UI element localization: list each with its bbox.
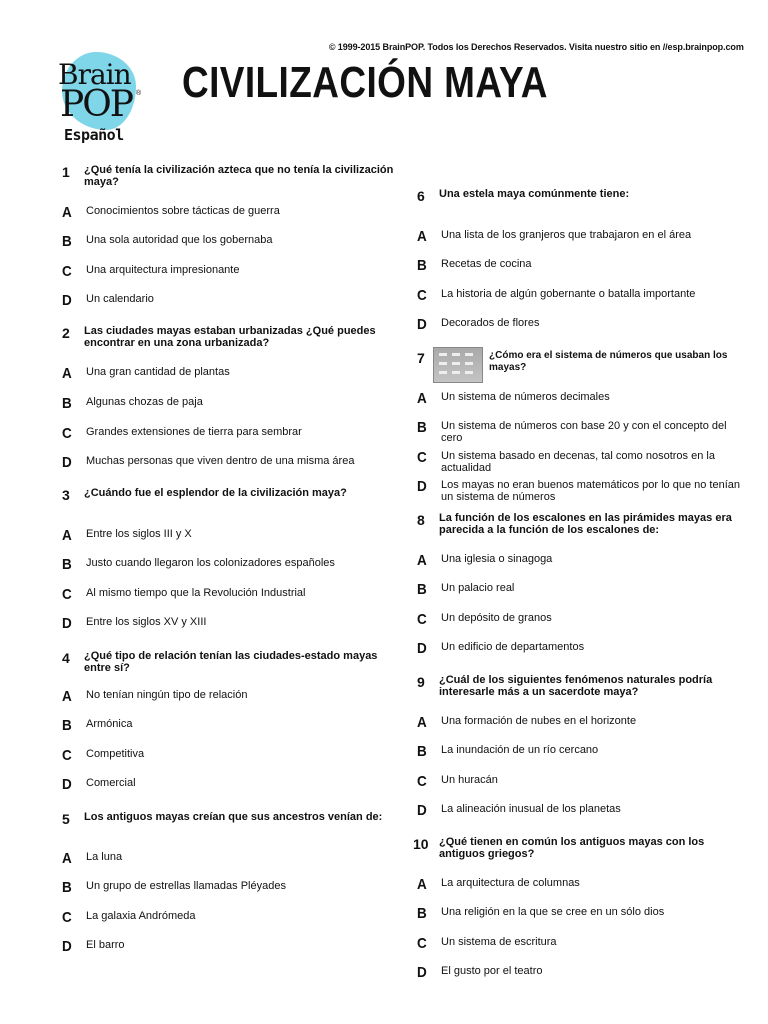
- option-letter: C: [62, 909, 72, 926]
- option-letter: C: [417, 611, 427, 628]
- option-letter: C: [417, 773, 427, 790]
- option-text: Un sistema de números decimales: [441, 391, 610, 403]
- option-letter: A: [62, 527, 72, 544]
- option-letter: B: [417, 257, 427, 274]
- option-letter: C: [417, 449, 427, 466]
- question-number: 5: [62, 811, 70, 827]
- option-text: Una lista de los granjeros que trabajaron en el área: [441, 229, 692, 241]
- option-letter: C: [62, 425, 72, 442]
- option-letter: C: [62, 263, 72, 280]
- option-text: El gusto por el teatro: [441, 965, 543, 977]
- option-text: Un edificio de departamentos: [441, 641, 585, 653]
- option-letter: D: [417, 316, 427, 333]
- option-text: Algunas chozas de paja: [86, 396, 203, 408]
- option-text: Un calendario: [86, 293, 154, 305]
- option-text: Recetas de cocina: [441, 258, 532, 270]
- option-letter: A: [417, 390, 427, 407]
- question-text: ¿Cuál de los siguientes fenómenos naturales podría interesarle más a un sacerdote maya?: [439, 674, 713, 698]
- option-letter: A: [417, 228, 427, 245]
- question-number: 7: [417, 350, 425, 366]
- option-text: Armónica: [86, 718, 133, 730]
- option-text: Competitiva: [86, 748, 145, 760]
- question-number: 2: [62, 325, 70, 341]
- question-text: La función de los escalones en las pirámides mayas era parecida a la función de los escalones de:: [439, 512, 732, 536]
- option-text: Un sistema de números con base 20 y con el concepto del cero: [441, 420, 727, 444]
- option-letter: D: [417, 640, 427, 657]
- maya-numerals-image-icon: [433, 347, 483, 383]
- option-text: Entre los siglos III y X: [86, 528, 192, 540]
- question-text: Una estela maya comúnmente tiene:: [439, 188, 630, 200]
- option-letter: C: [62, 747, 72, 764]
- option-text: Una sola autoridad que los gobernaba: [86, 234, 273, 246]
- question-number: 1: [62, 164, 70, 180]
- option-letter: A: [62, 850, 72, 867]
- option-text: Los mayas no eran buenos matemáticos por lo que no tenían un sistema de números: [441, 479, 741, 503]
- copyright-notice: © 1999-2015 BrainPOP. Todos los Derechos Reservados. Visita nuestro sitio en //esp.brainpop.com: [329, 42, 744, 53]
- option-text: Un depósito de granos: [441, 612, 552, 624]
- option-letter: D: [62, 776, 72, 793]
- option-text: No tenían ningún tipo de relación: [86, 689, 248, 701]
- question-text: ¿Cuándo fue el esplendor de la civilización maya?: [84, 487, 347, 499]
- option-text: Una iglesia o sinagoga: [441, 553, 553, 565]
- logo-espanol-text: Español: [64, 126, 124, 144]
- question-text: ¿Qué tipo de relación tenían las ciudades-estado mayas entre sí?: [84, 650, 378, 674]
- option-letter: A: [62, 365, 72, 382]
- option-letter: D: [62, 454, 72, 471]
- option-text: Una religión en la que se cree en un sólo dios: [441, 906, 665, 918]
- option-letter: D: [417, 478, 427, 495]
- question-number: 10: [413, 836, 429, 852]
- option-text: Decorados de flores: [441, 317, 540, 329]
- question-number: 8: [417, 512, 425, 528]
- option-text: Un sistema de escritura: [441, 936, 557, 948]
- option-letter: C: [417, 935, 427, 952]
- option-letter: D: [62, 292, 72, 309]
- option-letter: B: [62, 233, 72, 250]
- option-letter: B: [62, 879, 72, 896]
- option-text: Una arquitectura impresionante: [86, 264, 240, 276]
- option-text: Una formación de nubes en el horizonte: [441, 715, 637, 727]
- option-letter: B: [417, 905, 427, 922]
- option-letter: B: [417, 581, 427, 598]
- option-text: Grandes extensiones de tierra para sembrar: [86, 426, 302, 438]
- question-text: Los antiguos mayas creían que sus ancestros venían de:: [84, 811, 383, 823]
- option-text: Un sistema basado en decenas, tal como nosotros en la actualidad: [441, 450, 715, 474]
- option-text: Conocimientos sobre tácticas de guerra: [86, 205, 280, 217]
- option-letter: A: [417, 552, 427, 569]
- option-text: Entre los siglos XV y XIII: [86, 616, 207, 628]
- option-letter: D: [62, 615, 72, 632]
- brainpop-espanol-logo: [56, 50, 148, 146]
- option-letter: D: [62, 938, 72, 955]
- question-number: 9: [417, 674, 425, 690]
- question-number: 3: [62, 487, 70, 503]
- question-text: ¿Qué tenía la civilización azteca que no tenía la civilización maya?: [84, 164, 394, 188]
- option-text: Un palacio real: [441, 582, 515, 594]
- option-letter: B: [62, 395, 72, 412]
- option-text: Al mismo tiempo que la Revolución Industrial: [86, 587, 306, 599]
- page-title: CIVILIZACIÓN MAYA: [182, 58, 548, 107]
- logo-brain-text: Brain: [58, 58, 131, 91]
- option-letter: A: [62, 688, 72, 705]
- option-text: Muchas personas que viven dentro de una misma área: [86, 455, 355, 467]
- option-text: Un huracán: [441, 774, 498, 786]
- option-text: Una gran cantidad de plantas: [86, 366, 230, 378]
- option-text: La galaxia Andrómeda: [86, 910, 196, 922]
- option-text: La historia de algún gobernante o batalla importante: [441, 288, 696, 300]
- option-letter: B: [62, 717, 72, 734]
- question-number: 4: [62, 650, 70, 666]
- question-number: 6: [417, 188, 425, 204]
- option-letter: A: [417, 876, 427, 893]
- option-text: La inundación de un río cercano: [441, 744, 599, 756]
- option-text: Un grupo de estrellas llamadas Pléyades: [86, 880, 286, 892]
- option-letter: B: [62, 556, 72, 573]
- logo-pop-text: POP: [60, 84, 132, 125]
- option-letter: A: [417, 714, 427, 731]
- option-letter: D: [417, 964, 427, 981]
- question-text: ¿Cómo era el sistema de números que usaban los mayas?: [489, 350, 728, 373]
- option-text: Comercial: [86, 777, 136, 789]
- option-letter: C: [62, 586, 72, 603]
- option-text: La alineación inusual de los planetas: [441, 803, 621, 815]
- option-letter: B: [417, 419, 427, 436]
- option-letter: B: [417, 743, 427, 760]
- question-text: ¿Qué tienen en común los antiguos mayas con los antiguos griegos?: [439, 836, 705, 860]
- option-text: La luna: [86, 851, 123, 863]
- option-text: El barro: [86, 939, 125, 951]
- option-text: La arquitectura de columnas: [441, 877, 580, 889]
- option-letter: C: [417, 287, 427, 304]
- option-text: Justo cuando llegaron los colonizadores españoles: [86, 557, 335, 569]
- logo-registered-mark: ®: [136, 90, 142, 97]
- option-letter: D: [417, 802, 427, 819]
- question-text: Las ciudades mayas estaban urbanizadas ¿Qué puedes encontrar en una zona urbanizada?: [84, 325, 376, 349]
- option-letter: A: [62, 204, 72, 221]
